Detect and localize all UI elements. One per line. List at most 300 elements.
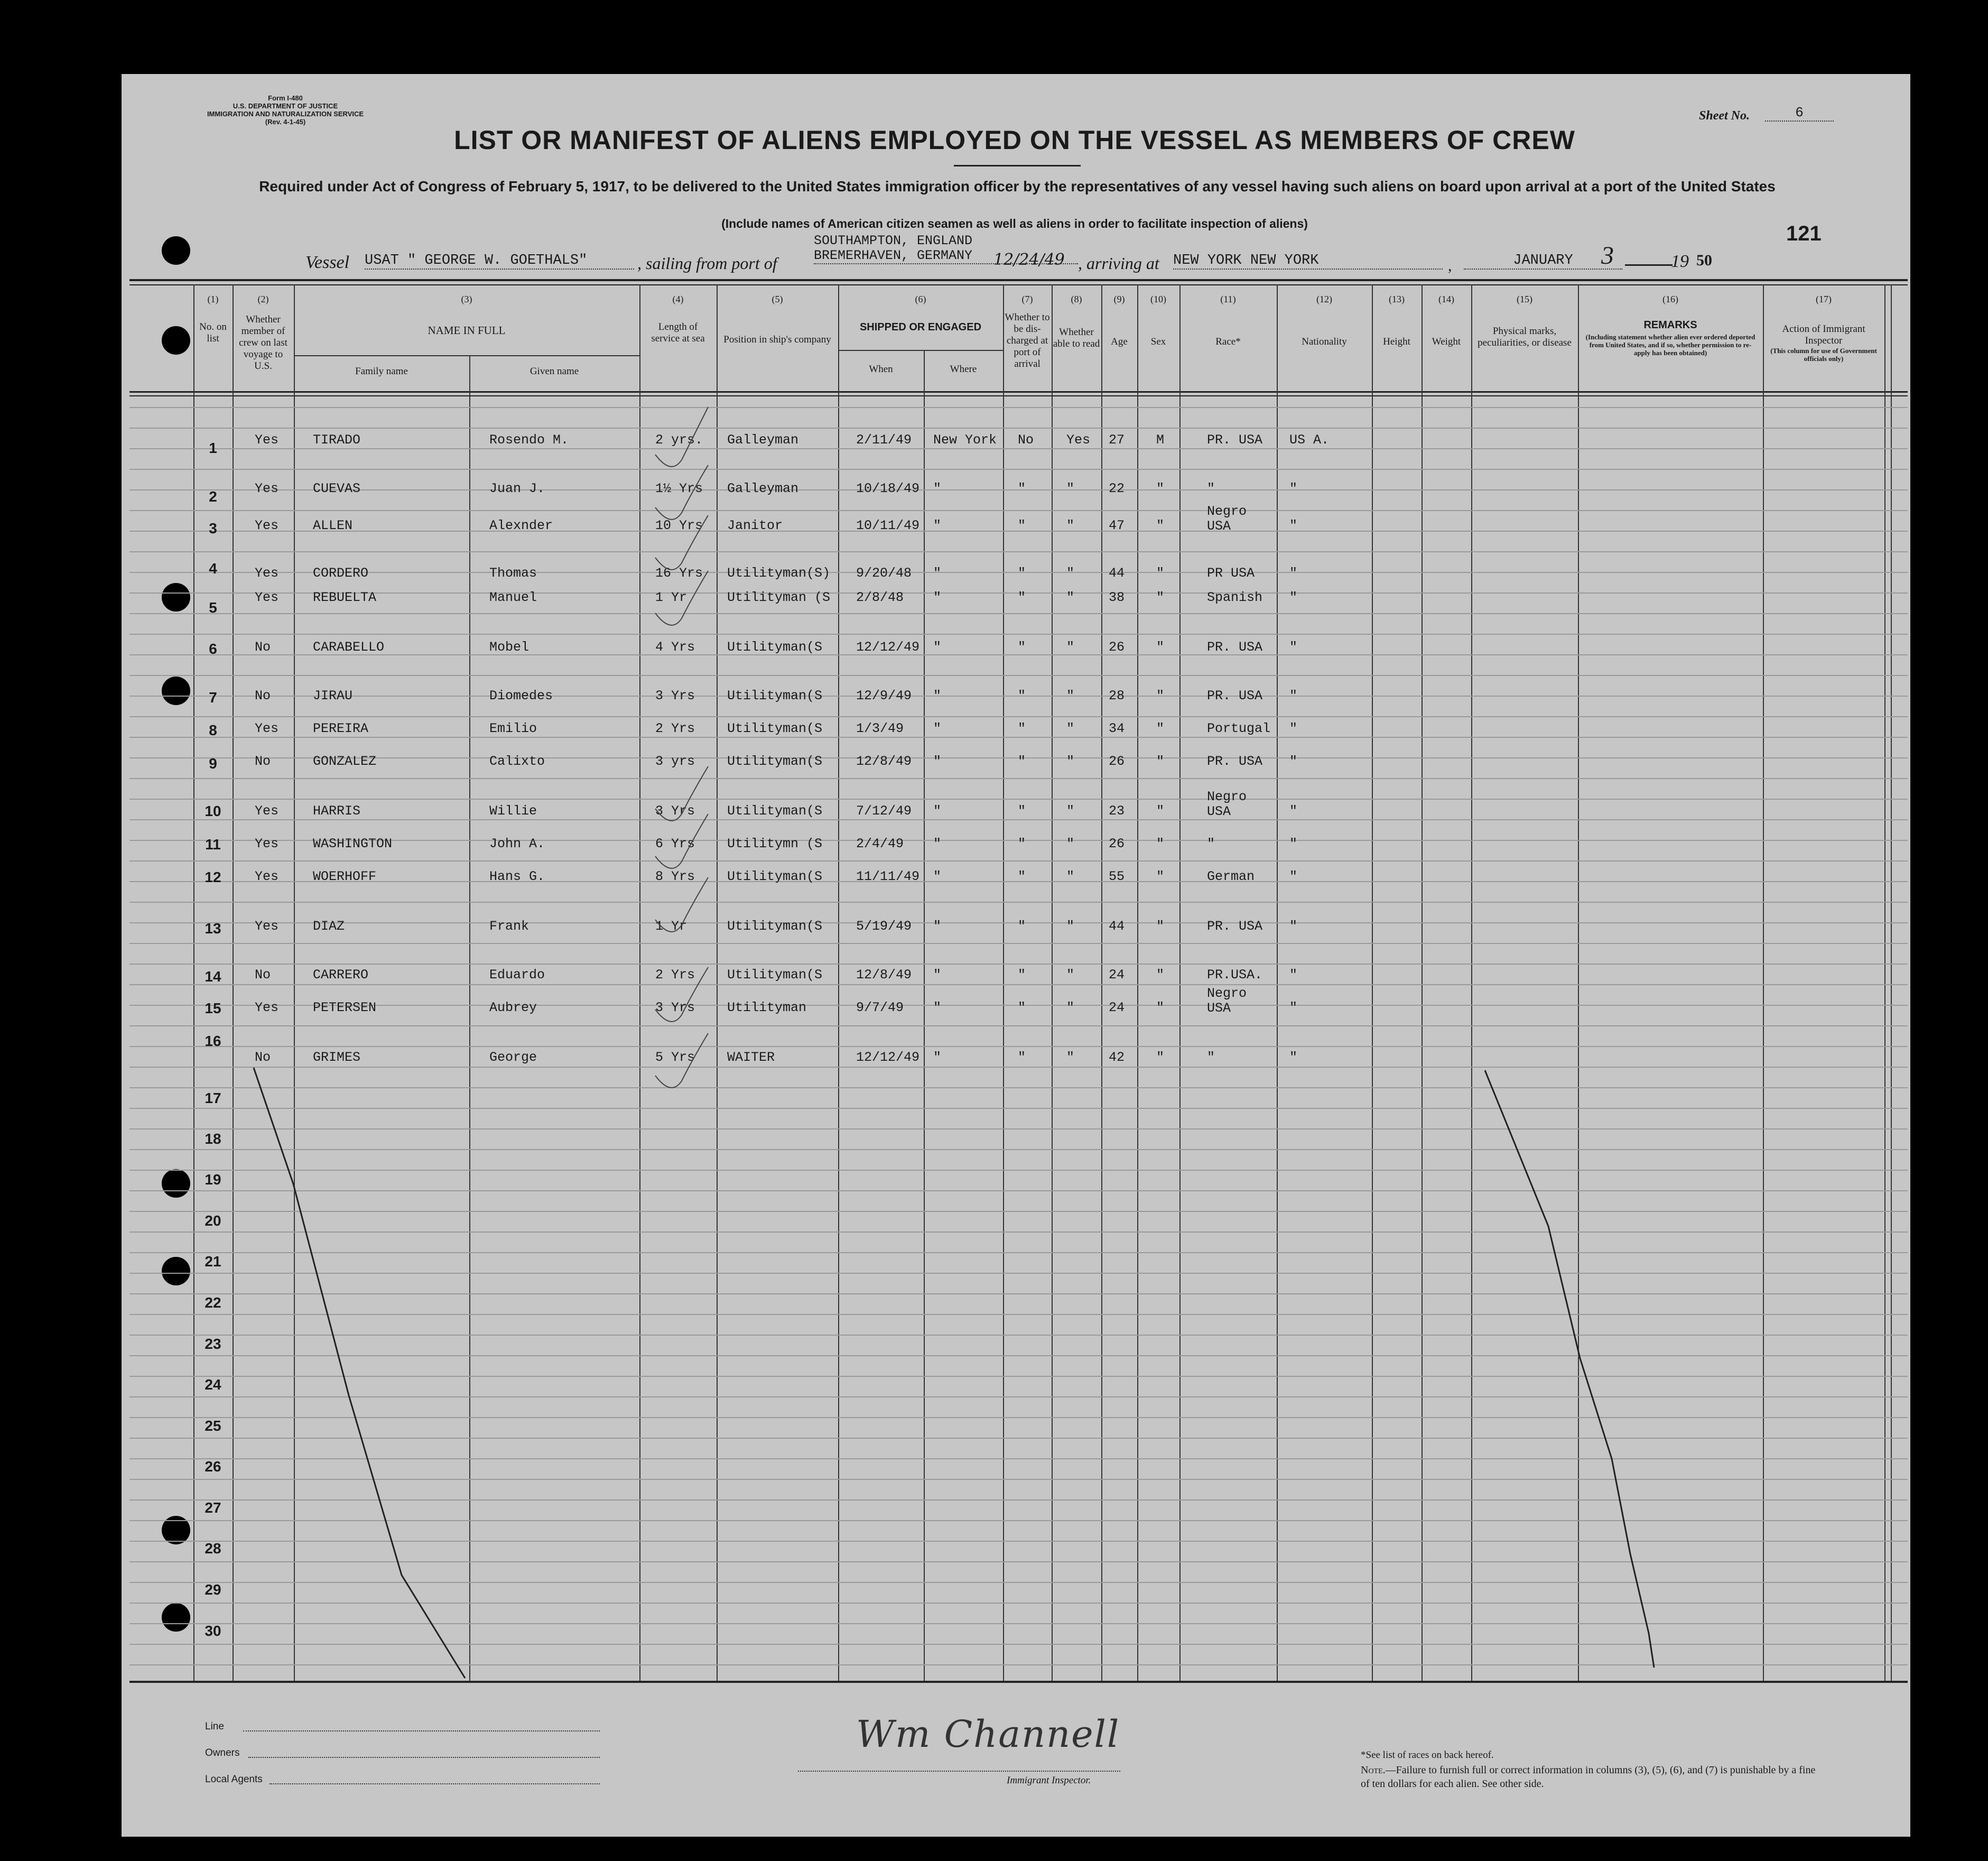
row-number: 9: [209, 755, 217, 772]
nationality-cell: ": [1289, 803, 1298, 819]
row-number: 23: [205, 1336, 221, 1352]
service-cell: 1½ Yrs: [655, 481, 703, 496]
nationality-cell: ": [1289, 688, 1298, 703]
shipped-when-cell: 2/11/49: [856, 432, 912, 448]
note-text: —Failure to furnish full or correct information in columns (3), (5), (6), and (7) is punishable by a fine of ten dollars for each alien. See other side.: [1361, 1764, 1816, 1790]
last-voyage-cell: Yes: [255, 481, 279, 496]
col-num: (17): [1816, 294, 1832, 304]
nationality-cell: ": [1289, 919, 1298, 934]
last-voyage-cell: Yes: [255, 721, 279, 736]
row-number: 7: [209, 689, 217, 706]
service-cell: 3 yrs: [655, 754, 695, 769]
vessel-name: USAT " GEORGE W. GOETHALS": [365, 253, 634, 270]
header-no-on-list: No. on list: [199, 321, 227, 344]
shipped-where-cell: ": [933, 721, 942, 736]
age-cell: 44: [1109, 919, 1125, 934]
discharged-cell: ": [1018, 869, 1026, 884]
service-cell: 6 Yrs: [655, 836, 695, 851]
service-cell: 1 Yr: [655, 590, 688, 605]
age-cell: 26: [1109, 836, 1125, 851]
race-cell: ": [1207, 481, 1215, 496]
header-family-name: Family name: [355, 366, 408, 377]
shipped-when-cell: 2/4/49: [856, 836, 904, 851]
race-cell: Negro USA: [1207, 504, 1247, 534]
discharged-cell: ": [1018, 1000, 1026, 1015]
family-name-cell: WASHINGTON: [313, 836, 393, 851]
given-name-cell: George: [489, 1050, 537, 1065]
header-last-voyage: Whether member of crew on last voyage to U.S.: [239, 314, 287, 372]
note-label: Note.: [1361, 1764, 1386, 1776]
shipped-when-cell: 12/8/49: [856, 967, 912, 983]
shipped-where-cell: New York: [933, 432, 997, 448]
shipped-when-cell: 9/7/49: [856, 1000, 904, 1015]
nationality-cell: ": [1289, 836, 1298, 851]
nationality-cell: ": [1289, 869, 1298, 884]
given-name-cell: Aubrey: [489, 1000, 537, 1015]
header-sex: Sex: [1150, 336, 1166, 347]
able-to-read-cell: ": [1066, 518, 1075, 533]
arrival-month: JANUARY: [1464, 253, 1622, 270]
last-voyage-cell: Yes: [255, 919, 279, 934]
given-name-cell: Thomas: [489, 566, 537, 581]
shipped-where-cell: ": [933, 1050, 942, 1065]
position-cell: Utilityman: [727, 1000, 807, 1015]
race-cell: German: [1207, 869, 1255, 884]
age-cell: 24: [1109, 1000, 1125, 1015]
discharged-cell: ": [1018, 566, 1026, 581]
able-to-read-cell: ": [1066, 1050, 1075, 1065]
discharged-cell: ": [1018, 688, 1026, 703]
race-cell: PR USA: [1207, 566, 1255, 581]
discharged-cell: ": [1018, 590, 1026, 605]
shipped-where-cell: ": [933, 754, 942, 769]
position-cell: Galleyman: [727, 432, 799, 448]
sex-cell: ": [1156, 688, 1165, 703]
position-cell: Utilityman(S: [727, 919, 823, 934]
shipped-where-cell: ": [933, 688, 942, 703]
vessel-label: Vessel: [305, 253, 350, 272]
sex-cell: ": [1156, 754, 1165, 769]
position-cell: Utilityman (S: [727, 590, 831, 605]
sex-cell: ": [1156, 836, 1165, 851]
shipped-when-cell: 5/19/49: [856, 919, 912, 934]
able-to-read-cell: ": [1066, 836, 1075, 851]
family-name-cell: CUEVAS: [313, 481, 361, 496]
able-to-read-cell: ": [1066, 566, 1075, 581]
able-to-read-cell: ": [1066, 967, 1075, 983]
position-cell: Utilityman(S: [727, 967, 823, 983]
shipped-when-cell: 9/20/48: [856, 566, 912, 581]
shipped-where-cell: ": [933, 803, 942, 819]
nationality-cell: ": [1289, 721, 1298, 736]
discharged-cell: ": [1018, 518, 1026, 533]
race-cell: PR. USA: [1207, 688, 1263, 703]
page-number: 121: [1786, 222, 1822, 245]
race-cell: PR.USA.: [1207, 967, 1263, 983]
nationality-cell: ": [1289, 754, 1298, 769]
age-cell: 47: [1109, 518, 1125, 533]
arrival-port: NEW YORK NEW YORK: [1173, 253, 1443, 270]
last-voyage-cell: No: [255, 1050, 271, 1065]
race-cell: Negro USA: [1207, 986, 1247, 1016]
given-name-cell: Juan J.: [489, 481, 545, 496]
shipped-where-cell: ": [933, 869, 942, 884]
service-name: IMMIGRATION AND NATURALIZATION SERVICE: [207, 110, 364, 118]
row-number: 27: [205, 1499, 221, 1516]
family-name-cell: ALLEN: [313, 518, 353, 533]
service-cell: 3 Yrs: [655, 688, 695, 703]
service-cell: 3 Yrs: [655, 803, 695, 819]
sex-cell: ": [1156, 640, 1165, 655]
row-number: 29: [205, 1581, 221, 1598]
col-num: (7): [1021, 294, 1033, 304]
position-cell: Utilitymn (S: [727, 836, 823, 851]
last-voyage-cell: Yes: [255, 1000, 279, 1015]
local-agents-label: Local Agents: [205, 1774, 263, 1785]
shipped-when-cell: 12/12/49: [856, 1050, 920, 1065]
age-cell: 28: [1109, 688, 1125, 703]
position-cell: WAITER: [727, 1050, 775, 1065]
race-cell: Spanish: [1207, 590, 1263, 605]
service-cell: 2 yrs.: [655, 432, 703, 448]
given-name-cell: Mobel: [489, 640, 529, 655]
department: U.S. DEPARTMENT OF JUSTICE: [233, 102, 338, 110]
age-cell: 34: [1109, 721, 1125, 736]
port-line-2: BREMERHAVEN, GERMANY: [814, 248, 973, 263]
race-cell: PR. USA: [1207, 432, 1263, 448]
row-number: 8: [209, 722, 217, 738]
sex-cell: ": [1156, 967, 1165, 983]
shipped-when-cell: 2/8/48: [856, 590, 904, 605]
arriving-label: , arriving at: [1078, 254, 1159, 273]
discharged-cell: ": [1018, 967, 1026, 983]
col-num: (6): [915, 294, 926, 304]
shipped-when-cell: 12/12/49: [856, 640, 920, 655]
col-num: (10): [1150, 294, 1166, 304]
row-number: 6: [209, 641, 217, 657]
header-height: Height: [1383, 336, 1410, 347]
sex-cell: ": [1156, 590, 1165, 605]
sex-cell: ": [1156, 869, 1165, 884]
races-note: *See list of races on back hereof.: [1361, 1749, 1494, 1761]
header-name-in-full: NAME IN FULL: [428, 324, 506, 337]
row-number: 15: [205, 1000, 221, 1016]
discharged-cell: ": [1018, 721, 1026, 736]
age-cell: 42: [1109, 1050, 1125, 1065]
position-cell: Utilityman(S): [727, 566, 831, 581]
family-name-cell: REBUELTA: [313, 590, 377, 605]
service-cell: 2 Yrs: [655, 967, 695, 983]
shipped-when-cell: 12/8/49: [856, 754, 912, 769]
form-revision: (Rev. 4-1-45): [265, 118, 306, 126]
owners-label: Owners: [205, 1747, 240, 1758]
nationality-cell: ": [1289, 967, 1298, 983]
row-number: 21: [205, 1253, 221, 1270]
header-remarks-note: (Including statement whether alien ever ordered deported from United States, and if so, whether permission to re-apply has been obtained): [1585, 333, 1755, 357]
row-number: 2: [209, 488, 217, 505]
nationality-cell: ": [1289, 640, 1298, 655]
last-voyage-cell: Yes: [255, 803, 279, 819]
row-number: 26: [205, 1458, 221, 1475]
family-name-cell: CORDERO: [313, 566, 369, 581]
age-cell: 44: [1109, 566, 1125, 581]
family-name-cell: PEREIRA: [313, 721, 369, 736]
given-name-cell: Manuel: [489, 590, 537, 605]
year-suffix: 50: [1696, 252, 1712, 269]
header-race: Race*: [1215, 336, 1241, 347]
header-able-to-read: Whether able to read: [1053, 327, 1100, 349]
nationality-cell: ": [1289, 590, 1298, 605]
sex-cell: M: [1156, 432, 1165, 448]
discharged-cell: ": [1018, 754, 1026, 769]
position-cell: Utilityman(S: [727, 869, 823, 884]
header-remarks: REMARKS: [1643, 319, 1697, 331]
col-num: (9): [1113, 294, 1125, 304]
given-name-cell: Calixto: [489, 754, 545, 769]
signature-line: [798, 1771, 1120, 1772]
shipped-where-cell: ": [933, 640, 942, 655]
service-cell: 1 Yr: [655, 919, 688, 934]
agents-field: [270, 1783, 600, 1784]
header-shipped-or-engaged: SHIPPED OR ENGAGED: [859, 321, 982, 333]
race-cell: ": [1207, 836, 1215, 851]
sailing-date: 12/24/49: [993, 251, 1065, 269]
row-number: 12: [205, 869, 221, 885]
row-number: 1: [209, 440, 217, 456]
position-cell: Galleyman: [727, 481, 799, 496]
discharged-cell: ": [1018, 919, 1026, 934]
service-cell: 3 Yrs: [655, 1000, 695, 1015]
given-name-cell: John A.: [489, 836, 545, 851]
given-name-cell: Rosendo M.: [489, 432, 569, 448]
sex-cell: ": [1156, 481, 1165, 496]
form-number: Form I-480: [268, 94, 303, 102]
row-number: 14: [205, 968, 221, 985]
header-where: Where: [950, 364, 977, 375]
col-num: (15): [1517, 294, 1532, 304]
family-name-cell: GRIMES: [313, 1050, 361, 1065]
race-cell: Negro USA: [1207, 789, 1247, 819]
header-given-name: Given name: [529, 366, 579, 377]
nationality-cell: ": [1289, 518, 1298, 533]
age-cell: 24: [1109, 967, 1125, 983]
sex-cell: ": [1156, 1050, 1165, 1065]
last-voyage-cell: Yes: [255, 869, 279, 884]
header-inspector-note: (This column for use of Government officials only): [1770, 347, 1877, 363]
header-length-of-service: Length of service at sea: [651, 321, 705, 344]
shipped-when-cell: 7/12/49: [856, 803, 912, 819]
row-number: 24: [205, 1376, 221, 1393]
position-cell: Utilityman(S: [727, 721, 823, 736]
age-cell: 22: [1109, 481, 1125, 496]
shipped-when-cell: 11/11/49: [856, 869, 920, 884]
shipped-where-cell: ": [933, 967, 942, 983]
shipped-where-cell: ": [933, 590, 942, 605]
row-number: 18: [205, 1131, 221, 1147]
service-cell: 10 Yrs: [655, 518, 703, 533]
row-number: 3: [209, 520, 217, 536]
service-cell: 16 Yrs: [655, 566, 703, 581]
row-number: 13: [205, 920, 221, 937]
header-weight: Weight: [1432, 336, 1461, 347]
row-number: 28: [205, 1540, 221, 1557]
shipped-when-cell: 12/9/49: [856, 688, 912, 703]
comma: ,: [1448, 257, 1452, 274]
age-cell: 55: [1109, 869, 1125, 884]
col-num: (5): [772, 294, 783, 304]
last-voyage-cell: No: [255, 754, 271, 769]
shipped-where-cell: ": [933, 481, 942, 496]
family-name-cell: PETERSEN: [313, 1000, 377, 1015]
form-subtitle: Required under Act of Congress of February 5, 1917, to be delivered to the United States immigration officer by the representatives of any vessel having such aliens on board upon arrival at a port of the United States: [259, 178, 1776, 195]
family-name-cell: CARABELLO: [313, 640, 385, 655]
header-discharged: Whether to be dis-charged at port of arrival: [1005, 312, 1050, 369]
given-name-cell: Frank: [489, 919, 529, 934]
age-cell: 27: [1109, 432, 1125, 448]
year-prefix: 19: [1671, 252, 1689, 271]
shipped-where-cell: ": [933, 566, 942, 581]
last-voyage-cell: No: [255, 688, 271, 703]
last-voyage-cell: Yes: [255, 566, 279, 581]
able-to-read-cell: ": [1066, 869, 1075, 884]
service-cell: 4 Yrs: [655, 640, 695, 655]
col-num: (16): [1662, 294, 1678, 304]
nationality-cell: US A.: [1289, 432, 1330, 448]
able-to-read-cell: ": [1066, 640, 1075, 655]
sheet-number: 6: [1765, 105, 1834, 122]
port-line-1: SOUTHAMPTON, ENGLAND: [814, 233, 973, 248]
able-to-read-cell: ": [1066, 481, 1075, 496]
age-cell: 38: [1109, 590, 1125, 605]
last-voyage-cell: Yes: [255, 590, 279, 605]
service-cell: 8 Yrs: [655, 869, 695, 884]
position-cell: Utilityman(S: [727, 688, 823, 703]
age-cell: 26: [1109, 640, 1125, 655]
col-num: (3): [461, 294, 472, 304]
service-cell: 2 Yrs: [655, 721, 695, 736]
shipped-where-cell: ": [933, 919, 942, 934]
position-cell: Janitor: [727, 518, 783, 533]
sailing-label: , sailing from port of: [637, 254, 777, 273]
arrival-day: 3: [1601, 242, 1614, 270]
family-name-cell: WOERHOFF: [313, 869, 377, 884]
sex-cell: ": [1156, 803, 1165, 819]
discharged-cell: ": [1018, 640, 1026, 655]
discharged-cell: No: [1018, 432, 1034, 448]
row-number: 19: [205, 1171, 221, 1188]
header-position: Position in ship's company: [723, 334, 831, 345]
sex-cell: ": [1156, 721, 1165, 736]
family-name-cell: GONZALEZ: [313, 754, 377, 769]
given-name-cell: Eduardo: [489, 967, 545, 983]
nationality-cell: ": [1289, 566, 1298, 581]
last-voyage-cell: Yes: [255, 432, 279, 448]
discharged-cell: ": [1018, 836, 1026, 851]
race-cell: PR. USA: [1207, 919, 1263, 934]
able-to-read-cell: ": [1066, 721, 1075, 736]
discharged-cell: ": [1018, 1050, 1026, 1065]
row-number: 30: [205, 1623, 221, 1639]
race-cell: ": [1207, 1050, 1215, 1065]
nationality-cell: ": [1289, 1000, 1298, 1015]
able-to-read-cell: ": [1066, 919, 1075, 934]
last-voyage-cell: No: [255, 640, 271, 655]
col-num: (4): [672, 294, 684, 304]
able-to-read-cell: ": [1066, 754, 1075, 769]
able-to-read-cell: ": [1066, 688, 1075, 703]
owners-field: [248, 1757, 600, 1758]
able-to-read-cell: ": [1066, 803, 1075, 819]
inspector-signature: Wm Channell: [856, 1712, 1120, 1756]
row-number: 25: [205, 1418, 221, 1434]
row-number: 17: [205, 1090, 221, 1106]
header-age: Age: [1111, 336, 1128, 347]
service-cell: 5 Yrs: [655, 1050, 695, 1065]
col-num: (8): [1071, 294, 1082, 304]
given-name-cell: Emilio: [489, 721, 537, 736]
col-num: (12): [1316, 294, 1332, 304]
header-when: When: [869, 364, 893, 375]
race-cell: PR. USA: [1207, 754, 1263, 769]
family-name-cell: TIRADO: [313, 432, 361, 448]
family-name-cell: DIAZ: [313, 919, 345, 934]
sheet-label: Sheet No.: [1699, 109, 1750, 123]
row-number: 4: [209, 560, 217, 577]
row-number: 20: [205, 1212, 221, 1229]
row-number: 11: [205, 836, 221, 853]
race-cell: PR. USA: [1207, 640, 1263, 655]
shipped-when-cell: 10/11/49: [856, 518, 920, 533]
shipped-where-cell: ": [933, 518, 942, 533]
able-to-read-cell: Yes: [1066, 432, 1091, 448]
shipped-when-cell: 10/18/49: [856, 481, 920, 496]
row-number: 5: [209, 599, 217, 616]
family-name-cell: JIRAU: [313, 688, 353, 703]
position-cell: Utilityman(S: [727, 754, 823, 769]
position-cell: Utilityman(S: [727, 803, 823, 819]
header-inspector-action: Action of Immigrant Inspector: [1782, 323, 1865, 346]
last-voyage-cell: Yes: [255, 836, 279, 851]
age-cell: 23: [1109, 803, 1125, 819]
sex-cell: ": [1156, 566, 1165, 581]
given-name-cell: Hans G.: [489, 869, 545, 884]
col-num: (1): [207, 294, 219, 304]
col-num: (13): [1389, 294, 1405, 304]
discharged-cell: ": [1018, 481, 1026, 496]
col-num: (14): [1438, 294, 1454, 304]
row-number: 22: [205, 1294, 221, 1311]
inspector-label: Immigrant Inspector.: [1007, 1775, 1091, 1786]
sex-cell: ": [1156, 919, 1165, 934]
col-num: (2): [257, 294, 269, 304]
row-number: 16: [205, 1033, 221, 1049]
line-field: [243, 1730, 600, 1732]
last-voyage-cell: No: [255, 967, 271, 983]
col-num: (11): [1220, 294, 1236, 304]
last-voyage-cell: Yes: [255, 518, 279, 533]
row-number: 10: [205, 803, 221, 819]
given-name-cell: Alexnder: [489, 518, 553, 533]
family-name-cell: HARRIS: [313, 803, 361, 819]
nationality-cell: ": [1289, 481, 1298, 496]
able-to-read-cell: ": [1066, 1000, 1075, 1015]
shipped-where-cell: ": [933, 1000, 942, 1015]
header-physical-marks: Physical marks, peculiarities, or disease: [1478, 326, 1572, 348]
nationality-cell: ": [1289, 1050, 1298, 1065]
discharged-cell: ": [1018, 803, 1026, 819]
age-cell: 26: [1109, 754, 1125, 769]
given-name-cell: Diomedes: [489, 688, 553, 703]
